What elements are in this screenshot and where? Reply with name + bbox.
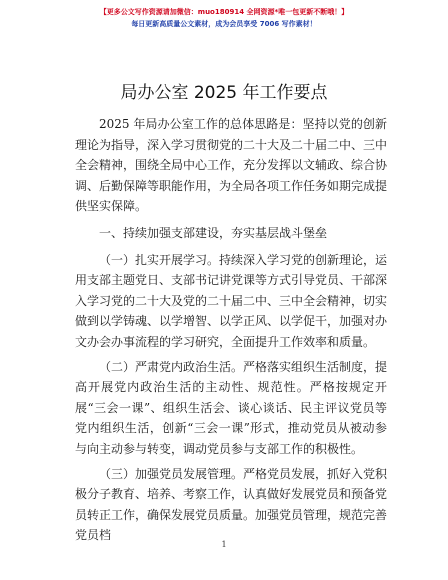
promo-banner-line-2: 每日更新高质量公文素材，成为会员享受 7006 写作素材！ [131,20,317,28]
document-body [75,114,387,546]
document-title: 局办公室 2025 年工作要点 [120,83,328,103]
paragraph-political-life: （二）严肃党内政治生活。严格落实组织生活制度，提高开展党内政治生活的主动性、规范性。严格按规定开展“三会一课”、组织生活会、谈心谈话、民主评议党员等党内组织生活，创新“三会一课”形式，推动党员从被动参与向主动参与转变，调动党员参与支部工作的积极性。 [75,359,388,456]
intro-paragraph: 2025 年局办公室工作的总体思路是：坚持以党的创新理论为指导，深入学习贯彻党的二十大及二十届二中、三中全会精神，围绕全局中心工作，充分发挥以文辅政、综合协调、后勤保障等职能作用，为全局各项工作任务如期完成提供坚实保障。 [75,117,388,214]
paragraph-member-management: （三）加强党员发展管理。严格党员发展，抓好入党积极分子教育、培养、考察工作，认真做好发展党员和预备党员转正工作，确保发展党员质量。加强党员管理，规范完善党员档 [75,466,388,543]
section-heading-1: 一、持续加强支部建设，夯实基层战斗堡垒 [99,225,328,240]
promo-banner [0,6,448,30]
promo-banner-line-1: 【更多公文写作资源请加微信：muo180914 全网资源*唯一包更新不断哦！】 [99,8,349,16]
page-number: 1 [221,540,227,549]
paragraph-study: （一）扎实开展学习。持续深入学习党的创新理论，运用支部主题党日、支部书记讲党课等方式引导党员、干部深入学习党的二十大及党的二十届二中、三中全会精神，切实做到以学铸魂、以学增智、以学正风、以学促干，加强对办文办会办事流程的学习研究，全面提升工作效率和质量。 [75,252,388,349]
